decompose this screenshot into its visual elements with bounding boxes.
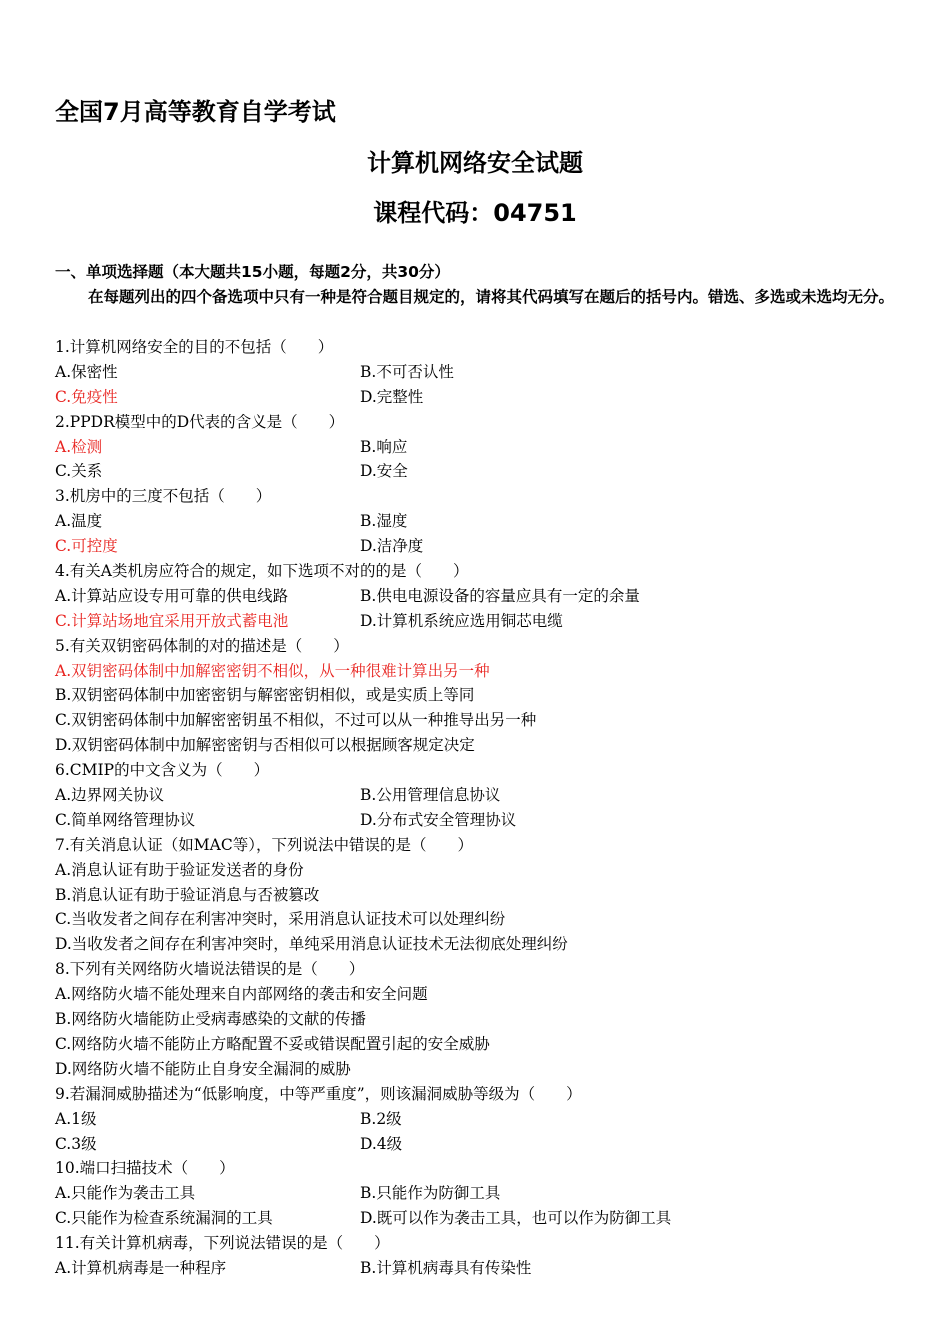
question-text: 3.机房中的三度不包括（ ） xyxy=(55,487,272,506)
option-c: C.只能作为检查系统漏洞的工具 xyxy=(55,1209,273,1228)
question-text: 8.下列有关网络防火墙说法错误的是（ ） xyxy=(55,960,365,979)
option-row xyxy=(55,360,905,385)
option-c: C.当收发者之间存在利害冲突时，采用消息认证技术可以处理纠纷 xyxy=(55,910,506,929)
option-b: B.湿度 xyxy=(360,512,408,531)
option-row xyxy=(55,584,905,609)
question-text: 10.端口扫描技术（ ） xyxy=(55,1159,235,1178)
option-b: B.消息认证有助于验证消息与否被篡改 xyxy=(55,885,320,904)
option-b: B.网络防火墙能防止受病毒感染的文献的传播 xyxy=(55,1010,366,1029)
question-text: 11.有关计算机病毒，下列说法错误的是（ ） xyxy=(55,1234,390,1253)
option-d: D.双钥密码体制中加解密密钥与否相似可以根据顾客规定决定 xyxy=(55,736,475,755)
option-a: A.网络防火墙不能处理来自内部网络的袭击和安全问题 xyxy=(55,985,428,1004)
option-b: B.公用管理信息协议 xyxy=(360,786,501,805)
option-c: C.双钥密码体制中加解密密钥虽不相似，不过可以从一种推导出另一种 xyxy=(55,711,537,730)
option-a: A.计算机病毒是一种程序 xyxy=(55,1258,227,1277)
option-d: D.网络防火墙不能防止自身安全漏洞的威胁 xyxy=(55,1059,351,1078)
option-b: B.2级 xyxy=(360,1109,402,1128)
option-c: C.免疫性 xyxy=(55,387,118,406)
exam-title: 计算机网络安全试题 xyxy=(367,149,583,177)
question-text: 7.有关消息认证（如MAC等），下列说法中错误的是（ ） xyxy=(55,835,473,854)
option-d: D.安全 xyxy=(360,462,408,481)
question-text: 6.CMIP的中文含义为（ ） xyxy=(55,761,270,780)
option-c: C.网络防火墙不能防止方略配置不妥或错误配置引起的安全威胁 xyxy=(55,1034,490,1053)
option-row xyxy=(55,609,905,634)
option-b: B.供电电源设备的容量应具有一定的余量 xyxy=(360,586,640,605)
option-a: A.保密性 xyxy=(55,362,118,381)
option-d: D.计算机系统应选用铜芯电缆 xyxy=(360,611,563,630)
option-row xyxy=(55,1256,905,1281)
option-row xyxy=(55,1206,905,1231)
option-a: A.检测 xyxy=(55,437,103,456)
option-d: D.既可以作为袭击工具，也可以作为防御工具 xyxy=(360,1209,672,1228)
option-row xyxy=(55,385,905,410)
option-b: B.计算机病毒具有传染性 xyxy=(360,1258,532,1277)
option-row xyxy=(55,783,905,808)
option-row xyxy=(55,509,905,534)
option-row xyxy=(55,435,905,460)
option-c: C.可控度 xyxy=(55,537,118,556)
section-one xyxy=(55,260,900,310)
option-d: D.当收发者之间存在利害冲突时，单纯采用消息认证技术无法彻底处理纠纷 xyxy=(55,935,568,954)
option-b: B.响应 xyxy=(360,437,408,456)
question-text: 2.PPDR模型中的D代表的含义是（ ） xyxy=(55,412,345,431)
option-c: C.3级 xyxy=(55,1134,97,1153)
option-a: A.1级 xyxy=(55,1109,97,1128)
course-code: 课程代码：04751 xyxy=(373,199,577,227)
section-instructions: 在每题列出的四个备选项中只有一种是符合题目规定的，请将其代码填写在题后的括号内。错选、多选或未选均无分。 xyxy=(88,288,895,306)
option-d: D.4级 xyxy=(360,1134,403,1153)
option-b: B.不可否认性 xyxy=(360,362,454,381)
question-text: 1.计算机网络安全的目的不包括（ ） xyxy=(55,338,334,356)
option-a: A.温度 xyxy=(55,512,103,531)
option-a: A.只能作为袭击工具 xyxy=(55,1184,196,1203)
section-heading: 一、单项选择题（本大题共15小题，每题2分，共30分） xyxy=(55,263,450,281)
question-text: 5.有关双钥密码体制的对的描述是（ ） xyxy=(55,636,349,655)
option-a: A.消息认证有助于验证发送者的身份 xyxy=(55,860,304,879)
option-row xyxy=(55,534,905,559)
option-d: D.分布式安全管理协议 xyxy=(360,810,517,829)
option-a: A.计算站应设专用可靠的供电线路 xyxy=(55,586,289,605)
exam-header: 全国7月高等教育自学考试 xyxy=(55,98,336,126)
question-text: 9.若漏洞威胁描述为“低影响度，中等严重度”，则该漏洞威胁等级为（ ） xyxy=(55,1084,582,1103)
question-text: 4.有关A类机房应符合的规定，如下选项不对的的是（ ） xyxy=(55,562,469,581)
option-b: B.双钥密码体制中加密密钥与解密密钥相似，或是实质上等同 xyxy=(55,686,475,705)
option-row xyxy=(55,459,905,484)
option-d: D.完整性 xyxy=(360,387,424,406)
option-row xyxy=(55,1181,905,1206)
option-a: A.双钥密码体制中加解密密钥不相似，从一种很难计算出另一种 xyxy=(55,661,490,680)
question-list xyxy=(55,335,905,1281)
option-a: A.边界网关协议 xyxy=(55,786,165,805)
option-d: D.洁净度 xyxy=(360,537,424,556)
option-c: C.简单网络管理协议 xyxy=(55,810,196,829)
option-row xyxy=(55,808,905,833)
option-row xyxy=(55,1132,905,1157)
option-b: B.只能作为防御工具 xyxy=(360,1184,501,1203)
option-c: C.计算站场地宜采用开放式蓄电池 xyxy=(55,611,289,630)
option-row xyxy=(55,1107,905,1132)
option-c: C.关系 xyxy=(55,462,103,481)
